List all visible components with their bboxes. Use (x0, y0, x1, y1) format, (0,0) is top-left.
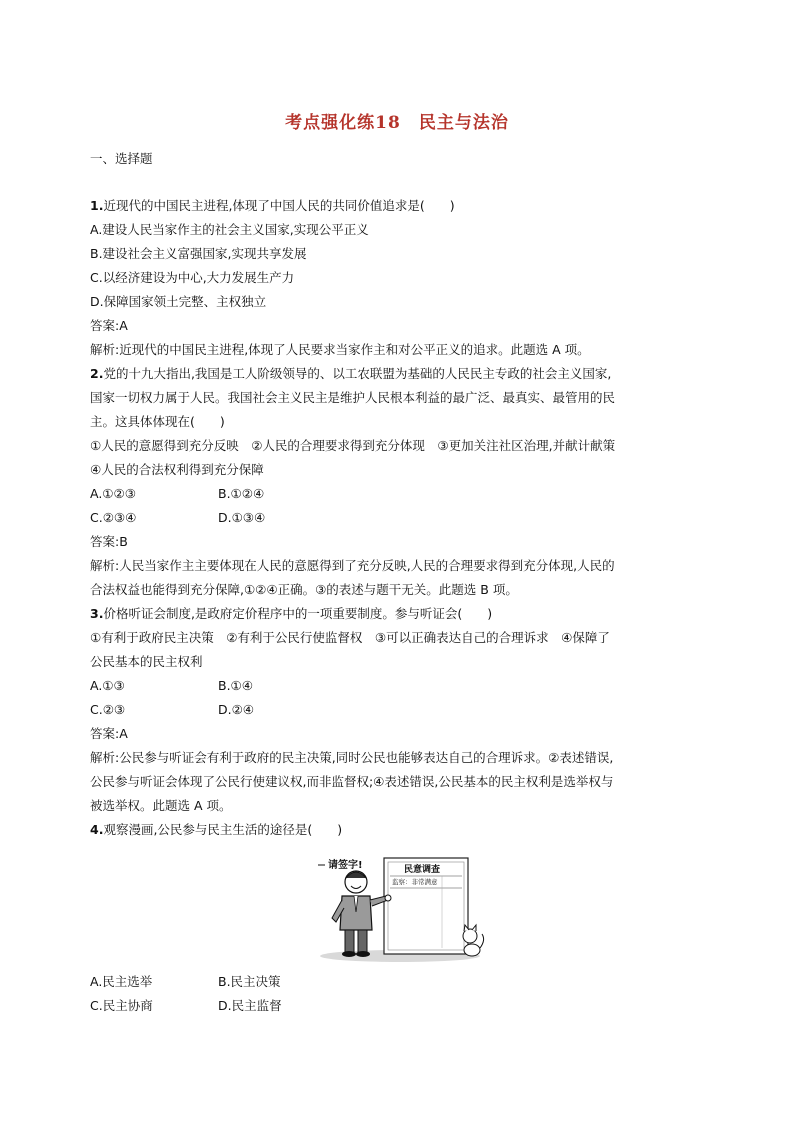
question-stem-line-2: 国家一切权力属于人民。我国社会主义民主是维护人民根本利益的最广泛、最真实、最管用的民 (90, 390, 616, 405)
cat-head (463, 929, 477, 943)
option-d: D.保障国家领土完整、主权独立 (90, 294, 267, 309)
question-stem-line-1: 党的十九大指出,我国是工人阶级领导的、以工农联盟为基础的人民民主专政的社会主义国家, (103, 366, 612, 381)
analysis-line-2: 合法权益也能得到充分保障,①②④正确。③的表述与题干无关。此题选 B 项。 (90, 582, 518, 597)
statements-line-1: ①有利于政府民主决策 ②有利于公民行使监督权 ③可以正确表达自己的合理诉求 ④保障了 (90, 630, 610, 645)
page-title: 考点强化练18 民主与法治 (285, 113, 509, 133)
option-d: D.①③④ (218, 510, 266, 525)
option-b: B.建设社会主义富强国家,实现共享发展 (90, 246, 307, 261)
option-b: B.①②④ (218, 486, 265, 501)
question-number: 3. (90, 606, 104, 621)
answer: 答案:A (90, 726, 128, 741)
question-stem: 价格听证会制度,是政府定价程序中的一项重要制度。参与听证会( ) (103, 606, 493, 621)
question-stem-line-3: 主。这具体体现在( ) (90, 414, 225, 429)
answer: 答案:B (90, 534, 128, 549)
analysis-line-1: 解析:人民当家作主主要体现在人民的意愿得到了充分反映,人民的合理要求得到充分体现,人民的 (90, 558, 615, 573)
option-c: C.②③ (90, 702, 126, 717)
option-a: A.①③ (90, 678, 125, 693)
question-number: 1. (90, 198, 104, 213)
analysis-line-2: 公民参与听证会体现了公民行使建议权,而非监督权;④表述错误,公民基本的民主权利是选举权与 (90, 774, 614, 789)
cartoon-illustration (312, 852, 488, 964)
question-4 (90, 818, 700, 1018)
question-stem: 近现代的中国民主进程,体现了中国人民的共同价值追求是( ) (103, 198, 455, 213)
statements-line-2: 公民基本的民主权利 (90, 654, 203, 669)
statements-line-1: ①人民的意愿得到充分反映 ②人民的合理要求得到充分体现 ③更加关注社区治理,并献计献策 (90, 438, 616, 453)
question-3 (90, 602, 700, 818)
question-1 (90, 194, 700, 362)
speech-text: 请签字! (328, 860, 363, 871)
option-c: C.以经济建设为中心,大力发展生产力 (90, 270, 295, 285)
option-b: B.民主决策 (218, 974, 281, 989)
analysis-line-3: 被选举权。此题选 A 项。 (90, 798, 232, 813)
option-b: B.①④ (218, 678, 253, 693)
question-2 (90, 362, 700, 602)
analysis: 解析:近现代的中国民主进程,体现了人民要求当家作主和对公平正义的追求。此题选 A 项。 (90, 342, 590, 357)
board-title: 民意调查 (404, 865, 441, 875)
option-c: C.②③④ (90, 510, 137, 525)
question-list (90, 194, 700, 1018)
option-a: A.民主选举 (90, 974, 153, 989)
option-d: D.②④ (218, 702, 255, 717)
option-a: A.①②③ (90, 486, 136, 501)
question-number: 2. (90, 366, 104, 381)
answer: 答案:A (90, 318, 128, 333)
option-a: A.建设人民当家作主的社会主义国家,实现公平正义 (90, 222, 369, 237)
question-stem: 观察漫画,公民参与民主生活的途径是( ) (103, 822, 343, 837)
section-heading: 一、选择题 (90, 151, 153, 166)
question-number: 4. (90, 822, 104, 837)
analysis-line-1: 解析:公民参与听证会有利于政府的民主决策,同时公民也能够表达自己的合理诉求。②表述错误, (90, 750, 614, 765)
option-d: D.民主监督 (218, 998, 282, 1013)
board-subtitle: 监察：非常满意 (392, 878, 438, 886)
statements-line-2: ④人民的合法权利得到充分保障 (90, 462, 264, 477)
option-c: C.民主协商 (90, 998, 153, 1013)
